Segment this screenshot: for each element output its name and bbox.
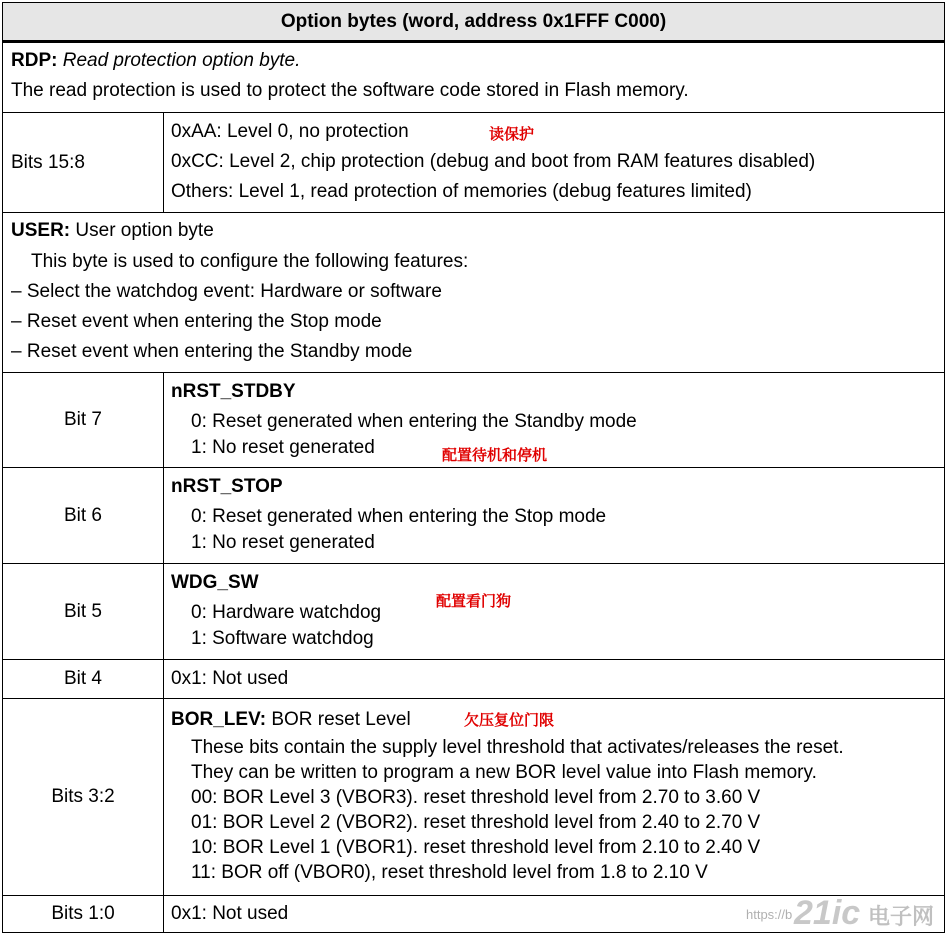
bit7-label: Bit 7	[63, 409, 103, 430]
table-title: Option bytes (word, address 0x1FFF C000)	[280, 11, 667, 32]
bit5-cell	[3, 564, 164, 659]
bit6-label: Bit 6	[63, 504, 103, 526]
bits32-title: BOR reset Level	[271, 709, 411, 730]
watermark-site: 电子网	[868, 904, 935, 929]
rdp-value-1: 0xCC: Level 2, chip protection (debug and boot from RAM features disabled)	[171, 151, 816, 172]
table-header	[3, 3, 944, 43]
bit6-row	[3, 468, 944, 564]
watermark-url: https://b	[746, 907, 793, 922]
bits32-label: Bits 3:2	[51, 786, 115, 807]
rdp-bits-cell	[3, 113, 164, 212]
bits32-line-2: 00: BOR Level 3 (VBOR3). reset threshold level from 2.70 to 3.60 V	[191, 787, 761, 808]
bits32-line-3: 01: BOR Level 2 (VBOR2). reset threshold level from 2.40 to 2.70 V	[191, 812, 761, 833]
bit5-note: 配置看门狗	[436, 592, 512, 610]
user-intro: This byte is used to configure the following features:	[31, 251, 469, 272]
bit7-cell	[3, 373, 164, 467]
bit5-row	[3, 564, 944, 660]
bit7-value-0: 0: Reset generated when entering the Standby mode	[191, 411, 637, 432]
bit4-row	[3, 660, 944, 699]
rdp-note: 读保护	[489, 125, 535, 143]
watermark-logo: 21ic	[794, 894, 861, 932]
bit4-cell	[3, 660, 164, 698]
bit6-cell	[3, 468, 164, 563]
user-feature-0: – Select the watchdog event: Hardware or software	[11, 281, 442, 302]
bits32-heading	[171, 709, 411, 731]
bits32-line-5: 11: BOR off (VBOR0), reset threshold level from 1.8 to 2.10 V	[191, 862, 708, 883]
rdp-description: The read protection is used to protect the software code stored in Flash memory.	[11, 80, 689, 101]
rdp-value-0: 0xAA: Level 0, no protection	[171, 121, 409, 142]
rdp-bits-row	[3, 113, 944, 213]
bit6-value-0: 0: Reset generated when entering the Stop mode	[191, 506, 607, 527]
bits32-line-1: They can be written to program a new BOR level value into Flash memory.	[191, 762, 817, 783]
rdp-value-2: Others: Level 1, read protection of memories (debug features limited)	[171, 181, 752, 202]
rdp-title: Read protection option byte.	[62, 50, 301, 71]
bit5-label: Bit 5	[63, 600, 103, 622]
user-heading	[11, 220, 214, 242]
bit7-name: nRST_STDBY	[171, 381, 296, 402]
bits32-row	[3, 699, 944, 896]
bits10-label: Bits 1:0	[51, 903, 115, 924]
bits32-cell	[3, 699, 164, 895]
bit5-name: WDG_SW	[171, 572, 259, 593]
bit6-name: nRST_STOP	[171, 476, 283, 497]
rdp-name: RDP:	[11, 50, 58, 71]
bit6-value-1: 1: No reset generated	[191, 532, 375, 553]
bits32-name: BOR_LEV:	[171, 709, 267, 730]
user-feature-2: – Reset event when entering the Standby mode	[11, 341, 413, 362]
bits32-line-0: These bits contain the supply level threshold that activates/releases the reset.	[191, 737, 844, 758]
bit5-value-0: 0: Hardware watchdog	[191, 602, 382, 623]
user-title: User option byte	[75, 220, 214, 241]
rdp-bits-label: Bits 15:8	[11, 151, 85, 173]
bits32-note: 欠压复位门限	[464, 711, 555, 729]
bit4-value: 0x1: Not used	[171, 668, 289, 689]
bits10-value: 0x1: Not used	[171, 903, 289, 924]
user-section	[3, 213, 944, 373]
option-bytes-table	[2, 2, 945, 933]
bit7-note: 配置待机和停机	[442, 446, 548, 464]
user-name: USER:	[11, 220, 71, 241]
rdp-section	[3, 43, 944, 113]
bits32-line-4: 10: BOR Level 1 (VBOR1). reset threshold level from 2.10 to 2.40 V	[191, 837, 761, 858]
bits10-cell	[3, 896, 164, 932]
bit7-value-1: 1: No reset generated	[191, 437, 375, 458]
bit7-row	[3, 373, 944, 468]
bit5-value-1: 1: Software watchdog	[191, 628, 374, 649]
user-feature-1: – Reset event when entering the Stop mode	[11, 311, 382, 332]
rdp-heading	[11, 50, 300, 72]
bit4-label: Bit 4	[63, 668, 103, 689]
